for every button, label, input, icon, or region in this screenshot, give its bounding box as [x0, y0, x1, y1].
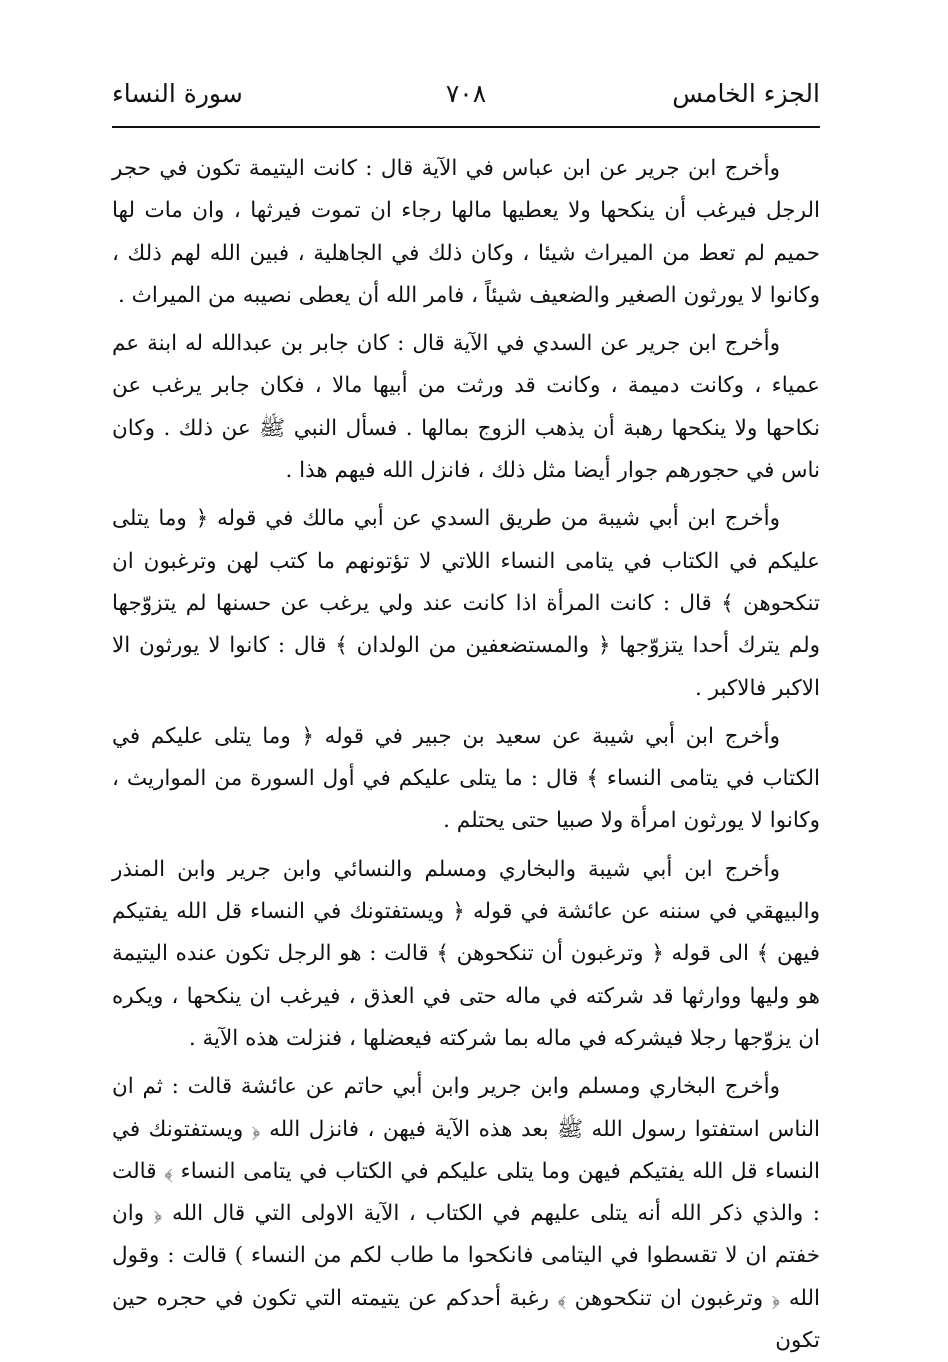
- paragraph: وأخرج ابن أبي شيبة من طريق السدي عن أبي مالك في قوله ﴿ وما يتلى عليكم في الكتاب في يتامى النساء اللاتي لا تؤتونهم ما كتب لهن وترغبون ان تنكحوهن ﴾ قال : كانت المرأة اذا كانت عند ولي يرغب عن حسنها لم يتزوّجها ولم يترك أحدا يتزوّجها ﴿ والمستضعفين من الولدان ﴾ قال : كانوا لا يورثون الا الاكبر فالاكبر .: [112, 506, 820, 701]
- paragraph: وأخرج ابن أبي شيبة والبخاري ومسلم والنسائي وابن جرير وابن المنذر والبيهقي في سننه عن عائشة في قوله ﴿ ويستفتونك في النساء قل الله يفتيكم فيهن ﴾ الى قوله ﴿ وترغبون أن تنكحوهن ﴾ قالت : هو الرجل تكون عنده اليتيمة هو وليها ووارثها قد شركته في ماله حتى في العذق ، فيرغب ان ينكحها ، ويكره ان يزوّجها رجلا فيشركه في ماله بما شركته فيعضلها ، فنزلت هذه الآية .: [112, 856, 820, 1051]
- surah-title: سورة النساء: [112, 79, 243, 108]
- juz-title: الجزء الخامس: [672, 79, 820, 108]
- paragraph: وأخرج ابن أبي شيبة عن سعيد بن جبير في قوله ﴿ وما يتلى عليكم في الكتاب في يتامى النساء ﴾ قال : ما يتلى عليكم في أول السورة من المواريث ، وكانوا لا يورثون امرأة ولا صبيا حتى يحتلم .: [112, 723, 820, 834]
- main-text: [112, 148, 820, 1362]
- paragraph: وأخرج البخاري ومسلم وابن جرير وابن أبي حاتم عن عائشة قالت : ثم ان الناس استفتوا رسول الله ﷺ بعد هذه الآية فيهن ، فانزل الله ﴿ ويستفتونك في النساء قل الله يفتيكم فيهن وما يتلى عليكم في الكتاب في يتامى النساء ﴾ قالت : والذي ذكر الله أنه يتلى عليهم في الكتاب ، الآية الاولى التي قال الله ﴿ وان خفتم ان لا تقسطوا في اليتامى فانكحوا ما طاب لكم من النساء ) قالت : وقول الله ﴿ وترغبون ان تنكحوهن ﴾ رغبة أحدكم عن يتيمته التي تكون في حجره حين تكون: [112, 1074, 820, 1354]
- header-divider: [112, 126, 820, 128]
- page-number: ٧٠٨: [445, 79, 487, 108]
- paragraph: وأخرج ابن جرير عن السدي في الآية قال : كان جابر بن عبدالله له ابنة عم عمياء ، وكانت دميمة ، وكانت قد ورثت من أبيها مالا ، فكان جابر يرغب عن نكاحها ولا ينكحها رهبة أن يذهب الزوج بمالها . فسأل النبي ﷺ عن ذلك . وكان ناس في حجورهم جوار أيضا مثل ذلك ، فانزل الله فيهم هذا .: [112, 331, 820, 484]
- paragraph: وأخرج ابن جرير عن ابن عباس في الآية قال : كانت اليتيمة تكون في حجر الرجل فيرغب أن ينكحها ولا يعطيها مالها رجاء ان تموت فيرثها ، وان مات لها حميم لم تعط من الميراث شيئا ، وكان ذلك في الجاهلية ، فبين الله لهم ذلك ، وكانوا لا يورثون الصغير والضعيف شيئاً ، فامر الله أن يعطى نصيبه من الميراث .: [112, 156, 820, 308]
- running-header: [112, 74, 820, 118]
